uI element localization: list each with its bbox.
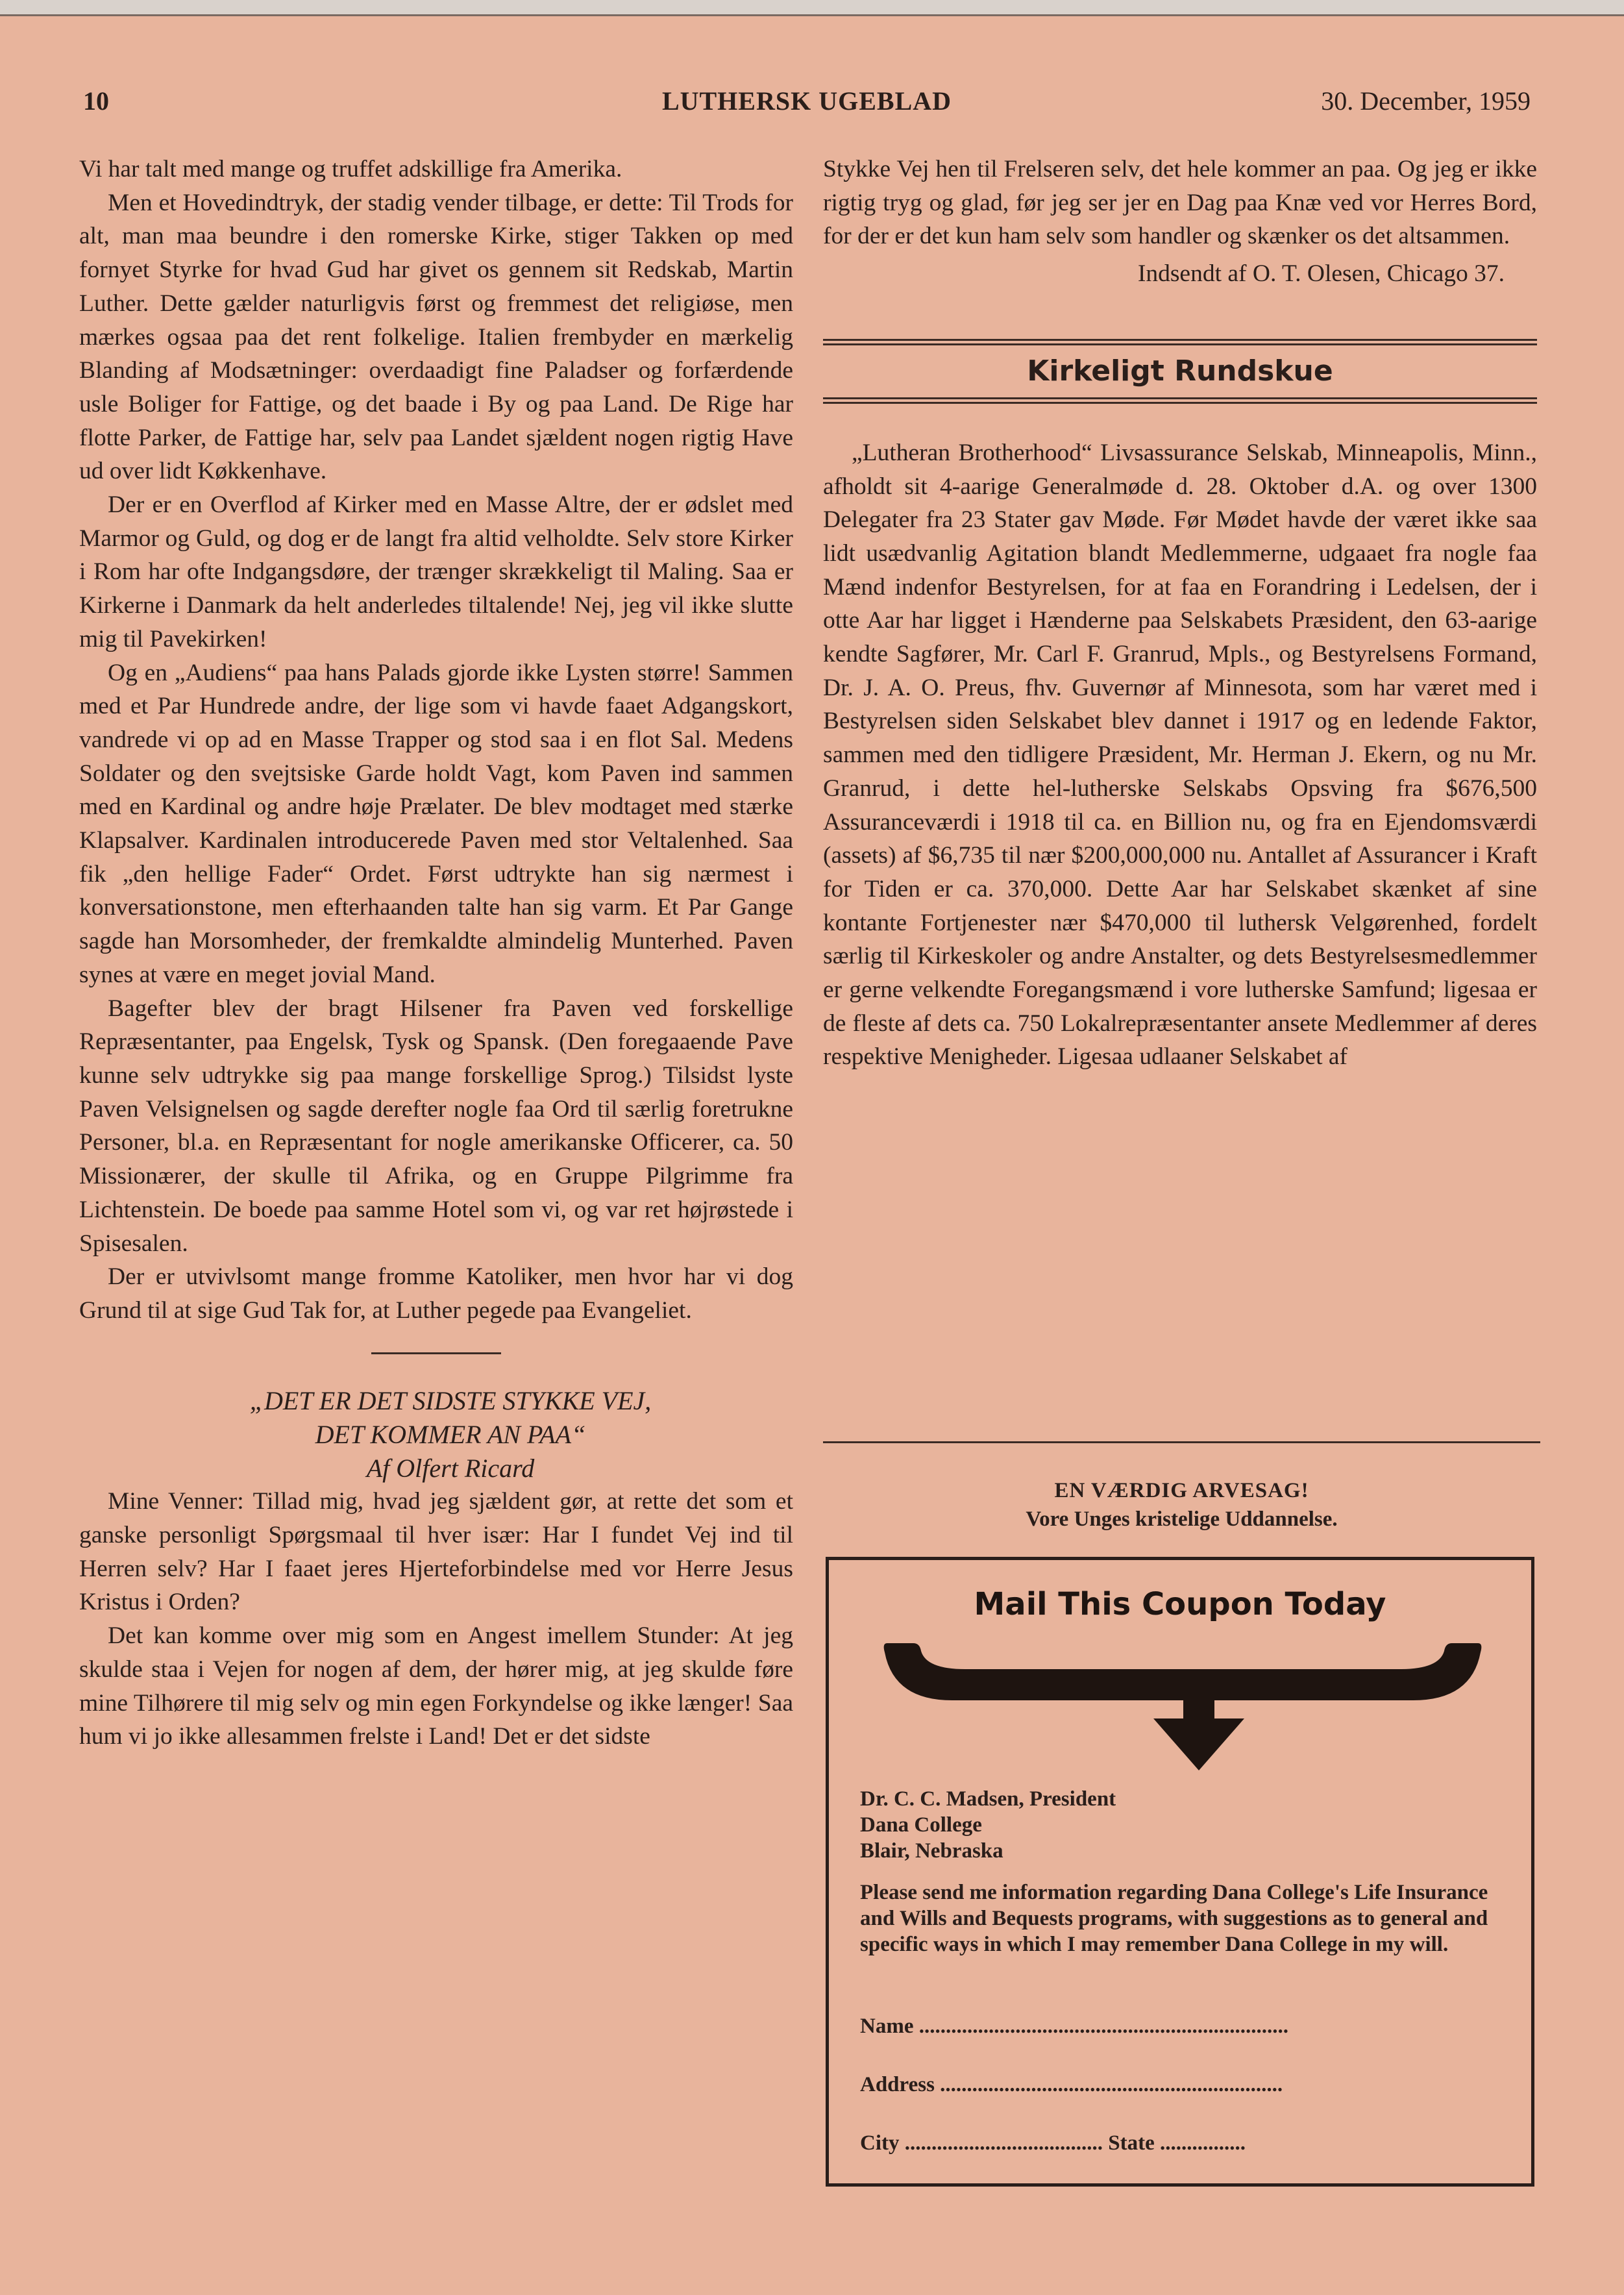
page-number: 10 [83,86,109,116]
issue-date: 30. December, 1959 [1321,86,1531,116]
mailing-address: Dr. C. C. Madsen, President Dana College Blair, Nebraska [860,1787,1116,1863]
address-field: Address ................................................................ [860,2073,1283,2096]
section-rule-bottom [823,396,1537,405]
coupon-request-text: Please send me information regarding Dana College's Life Insurance and Wills and Bequests programs, with suggestions as to general and specific ways in which I may remember Dana College in my will. [860,1881,1488,1956]
ad-headline: EN VÆRDIG ARVESAG! [1054,1479,1309,1502]
article-title-line1: „DET ER DET SIDSTE STYKKE VEJ, [249,1385,652,1415]
paragraph: Bagefter blev der bragt Hilsener fra Paven ved forskellige Repræsentanter, paa Engelsk, Tysk og Spansk. (Den foregaaende Pave kunne selv udtrykke sig paa mange forskellige Sprog.) Tilsidst lyste Paven Velsignelsen og sagde derefter nogle faa Ord til særlig foretrukne Personer, bl.a. en Repræsentant for nogle amerikanske Officerer, ca. 50 Missionærer, der skulle til Afrika, og en Gruppe Pilgrimme fra Lichtenstein. De boede paa samme Hotel som vi, og var ret højrøstede i Spisesalen. [79,995,793,1257]
coupon-box [826,1557,1534,2187]
scan-top-edge [0,0,1624,16]
right-column [823,153,1537,1074]
ad-subheadline: Vore Unges kristelige Uddannelse. [1026,1507,1338,1531]
page-header [83,86,1531,125]
paragraph: Mine Venner: Tillad mig, hvad jeg sjældent gør, at rette det som et ganske personligt Spørgsmaal til hver især: Har I fundet Vej ind til Herren selv? Har I faaet jeres Hjerteforbindelse med vor Herre Jesus Kristus i Orden? [79,1488,793,1616]
name-field: Name ..................................................................... [860,2015,1288,2038]
paragraph: „Lutheran Brotherhood“ Livsassurance Selskab, Minneapolis, Minn., afholdt sit 4-aarige Generalmøde d. 28. Oktober d.A. og over 1300 Delegater fra 23 Stater gav Møde. Før Mødet havde der været ikke saa lidt usædvanlig Agitation blandt Medlemmerne, udgaaet fra nogle faa Mænd indenfor Bestyrelsen, for at faa en Forandring i Ledelsen, der i otte Aar har ligget i Hænderne paa Selskabets Præsident, den 63-aarige kendte Sagfører, Mr. Carl F. Granrud, Mpls., og Bestyrelsens Formand, Dr. J. A. O. Preus, fhv. Guvernør af Minnesota, som har været med i Bestyrelsen siden Selskabet blev dannet i 1917 og en ledende Faktor, sammen med den tidligere Præsident, Mr. Herman J. Ekern, og nu Mr. Granrud, i dette hel-lutherske Selskabs Opsving fra $676,500 Assuranceværdi i 1918 til ca. en Billion nu, og fra en Ejendomsværdi (assets) af $6,735 til nær $200,000,000 nu. Antallet af Assurancer i Kraft for Tiden er ca. 370,000. Dette Aar har Selskabet skænket af sine kontante Fortjenester nær $470,000 til luthersk Velgørenhed, fordelt særlig til Kirkeskoler og andre Anstalter, og dets Bestyrelsesmedlemmer er gerne velkendte Foregangsmænd i vore lutherske Samfund; ligesaa er de fleste af dets ca. 750 Lokalrepræsentanter ansete Medlemmer af deres respektive Menigheder. Ligesaa udlaaner Selskabet af [823,439,1537,1071]
paragraph: Det kan komme over mig som en Angest imellem Stunder: At jeg skulde staa i Vejen for nogen af dem, der hører mig, at jeg skulde føre mine Tilhørere til mig selv og min egen Forkyndelse og ikke længer! Saa hum vi jo ikke allesammen frelste i Land! Det er det sidste [79,1622,793,1750]
section-rule-top [823,338,1537,347]
section-title: Kirkeligt Rundskue [1027,354,1333,388]
paragraph-continuation: Stykke Vej hen til Frelseren selv, det hele kommer an paa. Og jeg er ikke rigtig tryg og glad, før jeg ser jer en Dag paa Knæ ved vor Herres Bord, for der er det kun ham selv som handler og skænker os det altsammen. [823,156,1537,250]
coupon-title: Mail This Coupon Today [974,1586,1386,1622]
city-state-field: City ..................................... State ................ [860,2131,1246,2155]
paragraph: Vi har talt med mange og truffet adskillige fra Amerika. [79,156,622,182]
section-divider [371,1352,501,1354]
left-column [79,153,793,1754]
paragraph: Men et Hovedindtryk, der stadig vender tilbage, er dette: Til Trods for alt, man maa beundre i den romerske Kirke, stiger Takken op med fornyet Styrke for hvad Gud har givet os gennem sit Redskab, Martin Luther. Dette gælder naturligvis først og fremmest det religiøse, men mærkes ogsaa paa det rent folkelige. Italien frembyder en mærkelig Blanding af Modsætninger: overdaadigt fine Paladser og forfærdende usle Boliger for Fattige, og det baade i By og paa Land. De Rige har flotte Parker, de Fattige har, selv paa Landet sjældent nogen rigtig Have ud over lidt Køkkenhave. [79,189,793,485]
article-title-line2: DET KOMMER AN PAA“ [315,1419,586,1449]
paragraph: Der er en Overflod af Kirker med en Masse Altre, der er ødslet med Marmor og Guld, og dog er de langt fra altid velholdte. Selv store Kirker i Rom har ofte Indgangsdøre, der trænger skrækkeligt til Maling. Saa er Kirkerne i Danmark da helt anderledes tiltalende! Nej, jeg vil ikke slutte mig til Pavekirken! [79,491,793,652]
article-byline: Af Olfert Ricard [366,1453,535,1483]
ad-divider [823,1441,1540,1443]
paragraph: Og en „Audiens“ paa hans Palads gjorde ikke Lysten større! Sammen med et Par Hundrede andre, der lige som vi havde faaet Adgangskort, vandrede vi op ad en Masse Trapper og stod saa i en flot Sal. Medens Soldater og den svejtsiske Garde holdt Vagt, kom Paven ind sammen med en Kardinal og andre høje Prælater. De blev modtaget med stærke Klapsalver. Kardinalen introducerede Paven med stor Veltalenhed. Saa fik „den hellige Fader“ Ordet. Først udtrykte han sig nærmest i konversationstone, men efterhaanden talte han sig varm. Et Par Gange sagde han Morsomheder, der fremkaldte almindelig Munterhed. Paven synes at være en meget jovial Mand. [79,659,793,988]
arrow-down-icon [874,1638,1491,1774]
publication-title: LUTHERSK UGEBLAD [661,86,952,116]
signature: Indsendt af O. T. Olesen, Chicago 37. [1137,260,1505,288]
paragraph: Der er utvivlsomt mange fromme Katoliker, men hvor har vi dog Grund til at sige Gud Tak for, at Luther pegede paa Evangeliet. [79,1263,793,1324]
